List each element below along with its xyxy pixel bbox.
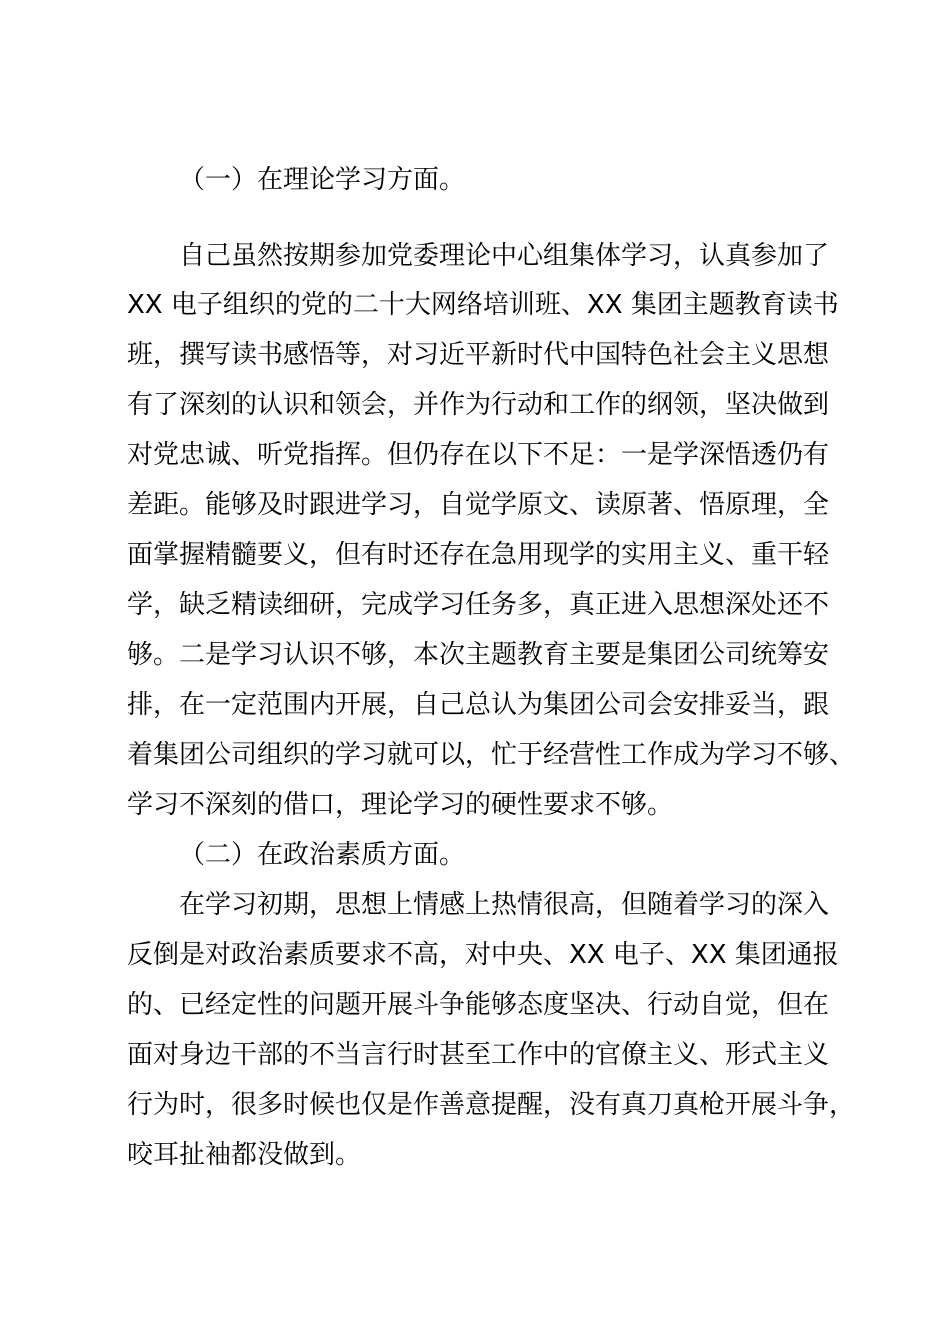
paragraph-line: 咬耳扯袖都没做到。 [127,1140,362,1170]
paragraph-line: 学，缺乏精读细研，完成学习任务多，真正进入思想深处还不 [127,590,830,620]
paragraph-line: XX 电子组织的党的二十大网络培训班、XX 集团主题教育读书 [127,290,839,320]
paragraph-line: 排，在一定范围内开展，自己总认为集团公司会安排妥当，跟 [127,690,830,720]
paragraph-line: 学习不深刻的借口，理论学习的硬性要求不够。 [127,790,674,820]
paragraph-line: 自己虽然按期参加党委理论中心组集体学习，认真参加了 [179,241,830,271]
paragraph-line: 够。二是学习认识不够，本次主题教育主要是集团公司统筹安 [127,640,830,670]
paragraph-line: 面对身边干部的不当言行时甚至工作中的官僚主义、形式主义 [127,1040,830,1070]
paragraph-line: 着集团公司组织的学习就可以，忙于经营性工作成为学习不够、 [127,740,856,770]
paragraph-line: 班，撰写读书感悟等，对习近平新时代中国特色社会主义思想 [127,340,830,370]
paragraph-line: 反倒是对政治素质要求不高，对中央、XX 电子、XX 集团通报 [127,940,839,970]
paragraph-line: 行为时，很多时候也仅是作善意提醒，没有真刀真枪开展斗争， [127,1090,856,1120]
paragraph-line: 面掌握精髓要义，但有时还存在急用现学的实用主义、重干轻 [127,540,830,570]
paragraph-line: 在学习初期，思想上情感上热情很高，但随着学习的深入 [179,890,830,920]
paragraph-line: 差距。能够及时跟进学习，自觉学原文、读原著、悟原理，全 [127,490,830,520]
section-heading-politics: （二）在政治素质方面。 [179,840,466,870]
section-heading-theory: （一）在理论学习方面。 [179,165,466,195]
paragraph-line: 有了深刻的认识和领会，并作为行动和工作的纲领，坚决做到 [127,390,830,420]
paragraph-line: 的、已经定性的问题开展斗争能够态度坚决、行动自觉，但在 [127,990,830,1020]
paragraph-line: 对党忠诚、听党指挥。但仍存在以下不足：一是学深悟透仍有 [127,440,830,470]
